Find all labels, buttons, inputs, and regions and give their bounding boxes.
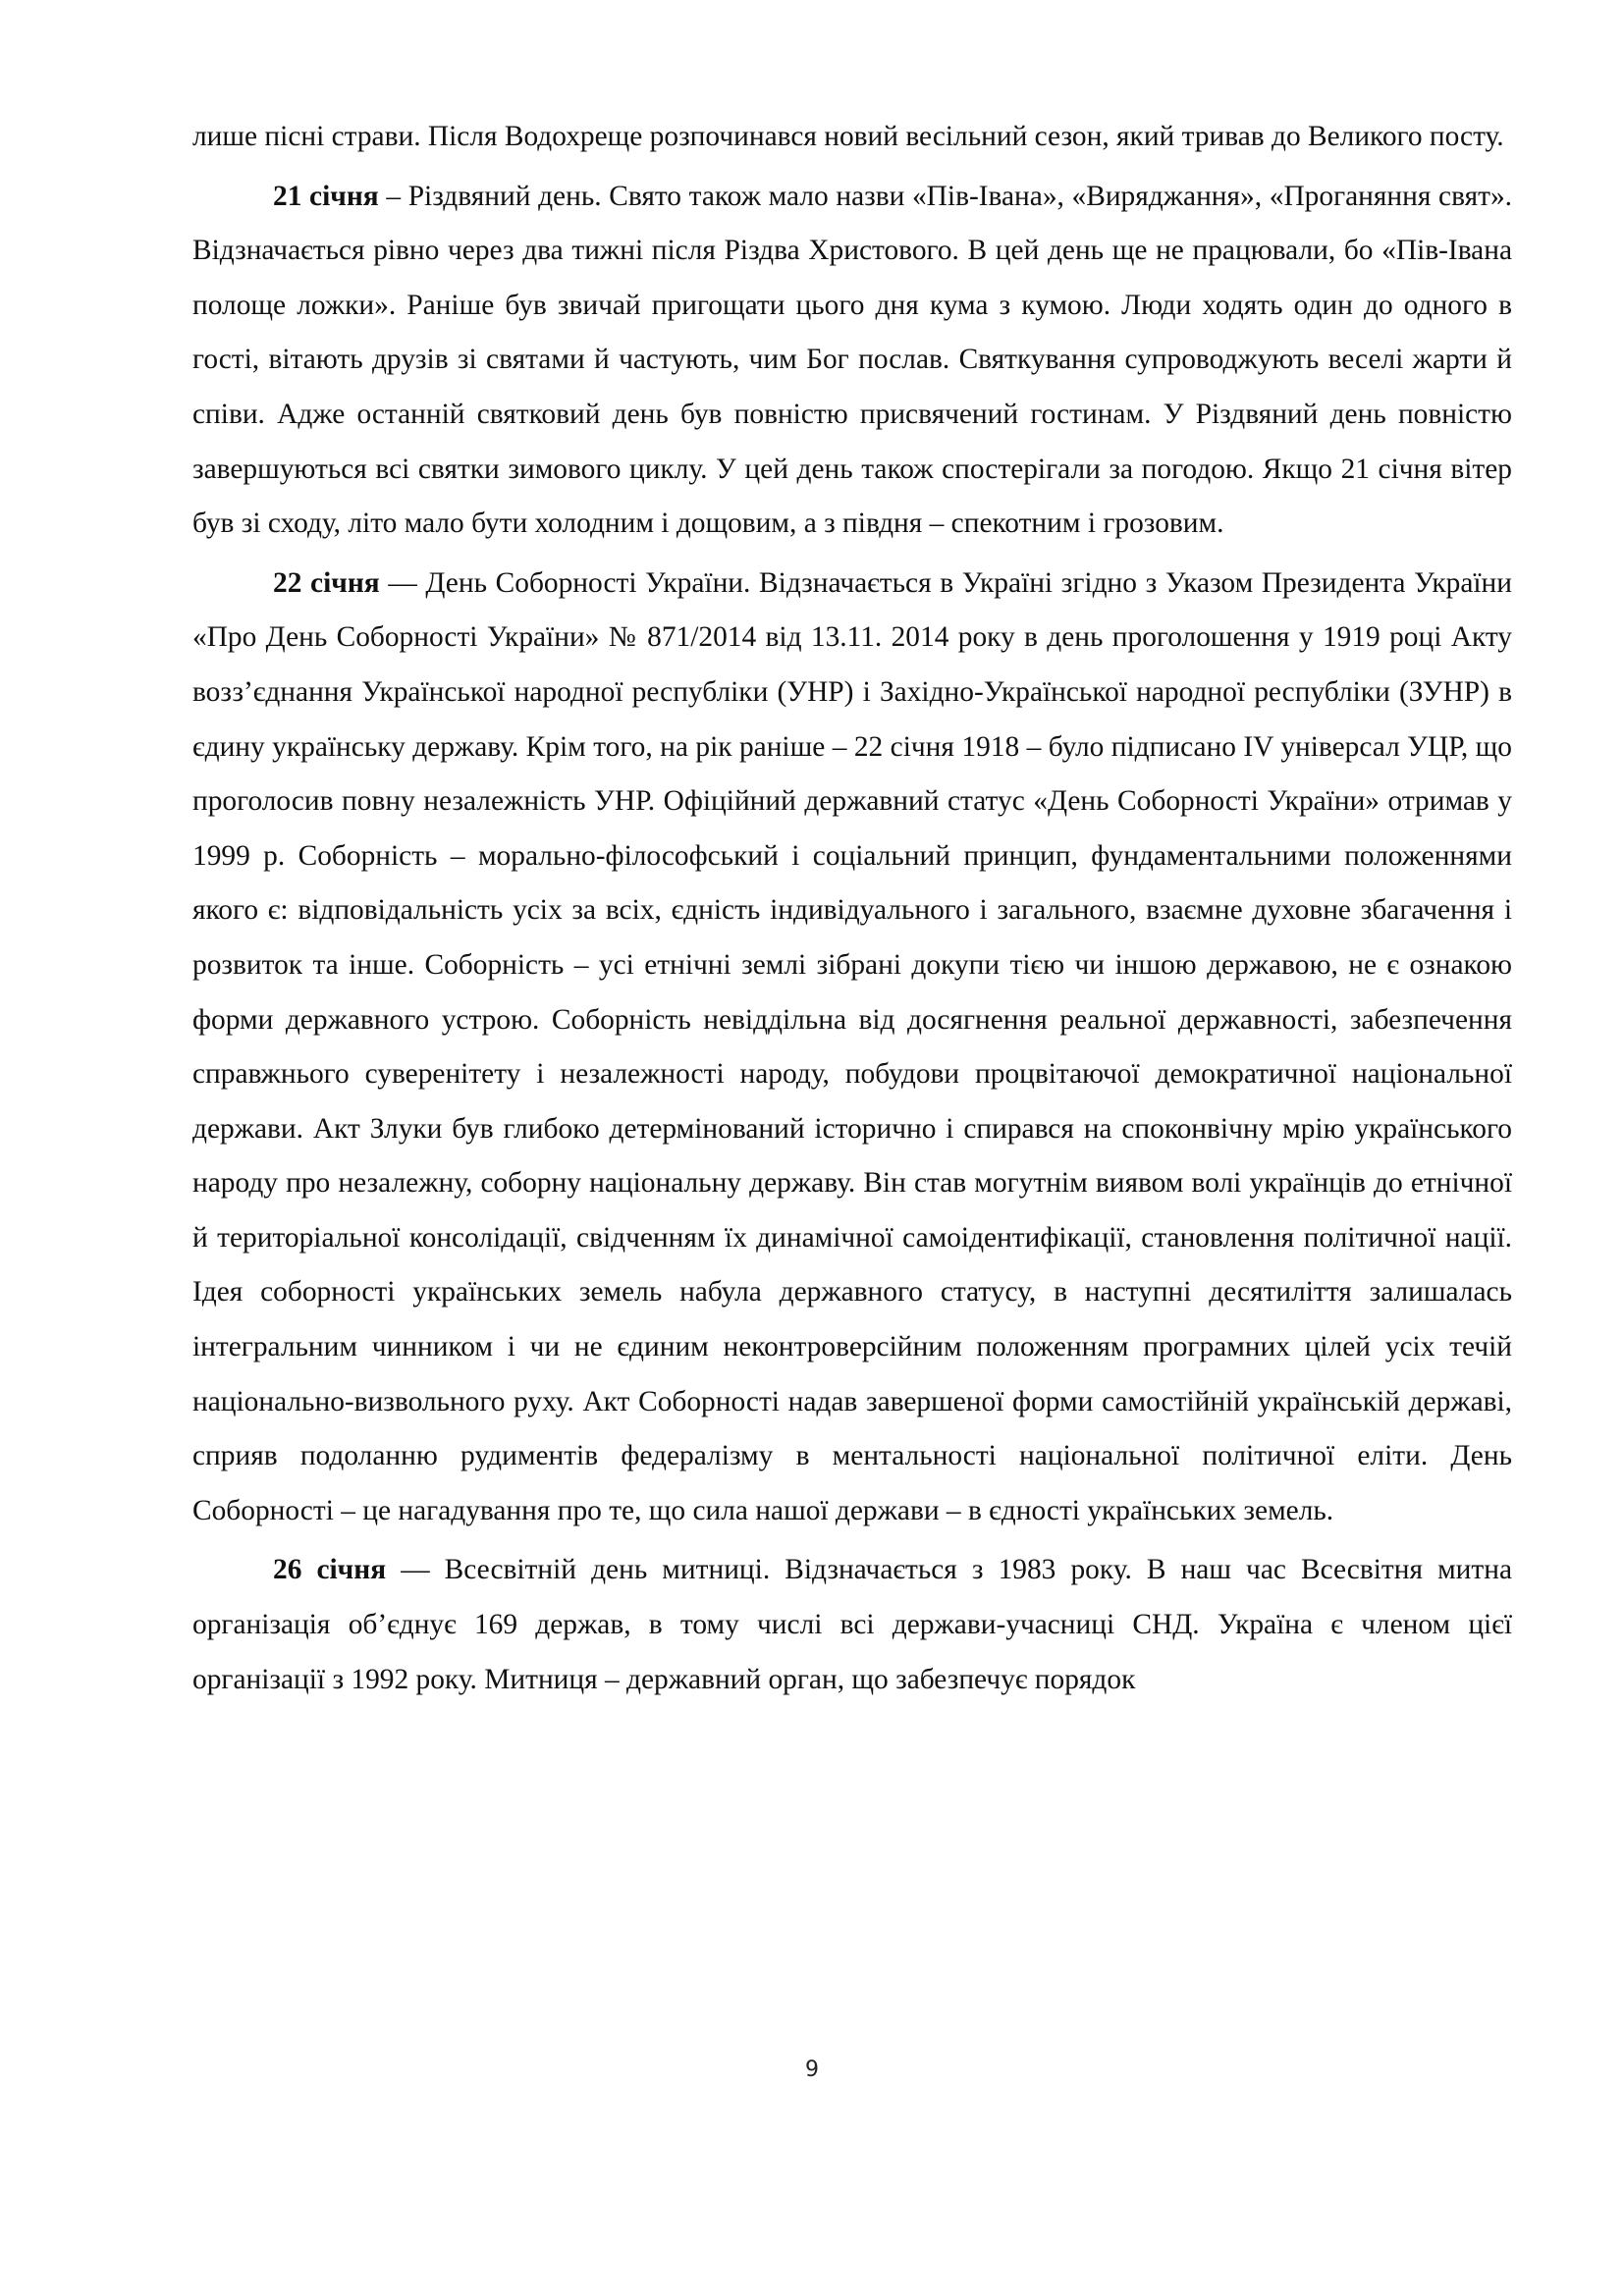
- section-paragraph-21-january: [192, 170, 1512, 552]
- section-paragraph-22-january: [192, 557, 1512, 1539]
- page-number: 9: [805, 2057, 819, 2082]
- section-text: — Всесвітній день митниці. Відзначається з 1983 року. В наш час Всесвітня митна організація об’єднує 169 держав, в тому числі всі держави-учасниці СНД. Україна є членом цієї організації з 1992 року. Митниця – державний орган, що забезпечує порядок: [192, 1554, 1513, 1695]
- section-date: 22 січня: [273, 566, 380, 599]
- section-date: 21 січня: [273, 180, 379, 212]
- continuation-paragraph: лише пісні страви. Після Водохреще розпочинався новий весільний сезон, який тривав до Великого посту.: [192, 121, 1504, 152]
- section-date: 26 січня: [273, 1554, 387, 1586]
- section-text: — День Соборності України. Відзначається в Україні згідно з Указом Президента України «Про День Соборності України» № 871/2014 від 13.11. 2014 року в день проголошення у 1919 році Акту возз’єднання Української народної республіки (УНР) і Західно-Української народної республіки (ЗУНР) в єдину українську державу. Крім того, на рік раніше – 22 січня 1918 – було підписано IV універсал УЦР, що проголосив повну незалежність УНР. Офіційний державний статус «День Соборності України» отримав у 1999 р. Соборність – морально-філософський і соціальний принцип, фундаментальними положеннями якого є: відповідальність усіх за всіх, єдність індивідуального і загального, взаємне духовне збагачення і розвиток та інше. Соборність – усі етнічні землі зібрані докупи тією чи іншою державою, не є ознакою форми державного устрою. Соборність невіддільна від досягнення реальної державності, забезпечення справжнього суверенітету і незалежності народу, побудови процвітаючої демократичної національної держави. Акт Злуки був глибоко детермінований історично і спирався на споконвічну мрію українського народу про незалежну, соборну національну державу. Він став могутнім виявом волі українців до етнічної й територіальної консолідації, свідченням їх динамічної самоідентифікації, становлення політичної нації. Ідея соборності українських земель набула державного статусу, в наступні десятиліття залишалась інтегральним чинником і чи не єдиним неконтроверсійним положенням програмних цілей усіх течій національно-визвольного руху. Акт Соборності надав завершеної форми самостійній українській державі, сприяв подоланню рудиментів федералізму в ментальності національної політичної еліти. День Соборності – це нагадування про те, що сила нашої держави – в єдності українських земель.: [192, 566, 1513, 1526]
- section-paragraph-26-january: [192, 1543, 1512, 1707]
- document-page: [192, 110, 1512, 1707]
- section-text: – Різдвяний день. Свято також мало назви «Пів-Івана», «Виряджання», «Проганяння свят». Відзначається рівно через два тижні після Різдва Христового. В цей день ще не працювали, бо «Пів-Івана полоще ложки». Раніше був звичай пригощати цього дня кума з кумою. Люди ходять один до одного в гості, вітають друзів зі святами й частують, чим Бог послав. Святкування супроводжують веселі жарти й співи. Адже останній святковий день був повністю присвячений гостинам. У Різдвяний день повністю завершуються всі святки зимового циклу. У цей день також спостерігали за погодою. Якщо 21 січня вітер був зі сходу, літо мало бути холодним і дощовим, а з півдня – спекотним і грозовим.: [192, 180, 1512, 540]
